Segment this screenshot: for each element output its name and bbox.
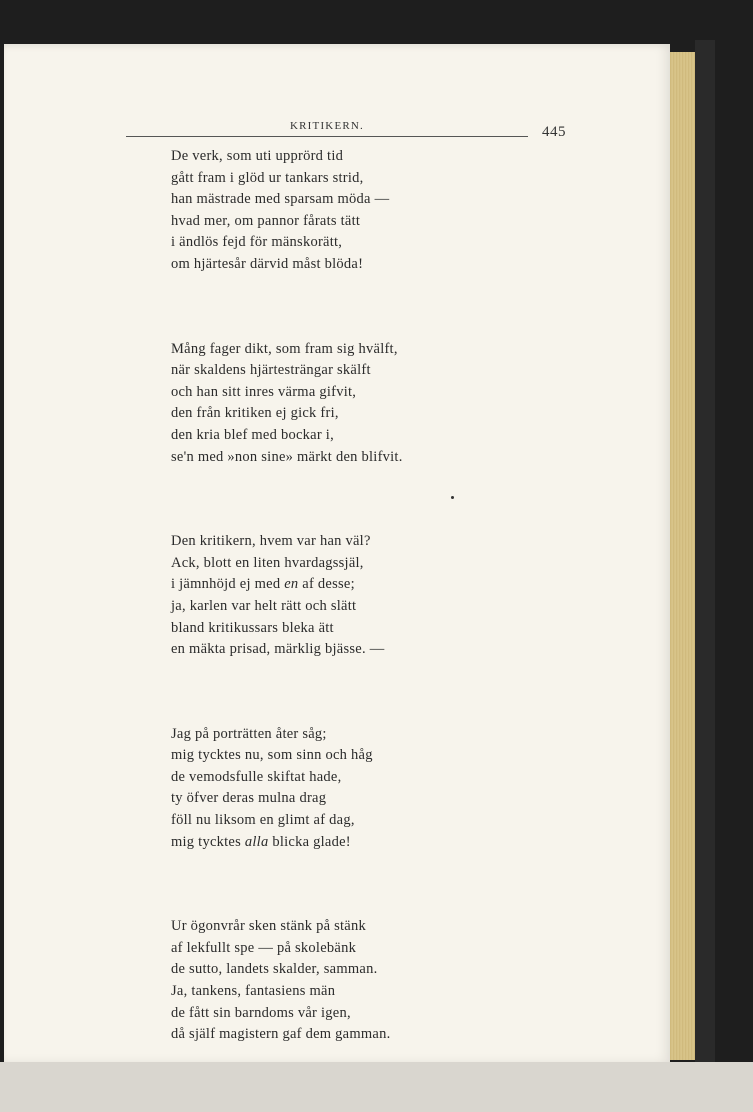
poem-line: och han sitt inres värma gifvit,	[171, 383, 357, 400]
poem-line: gått fram i glöd ur tankars strid,	[171, 169, 364, 186]
poem-line: de vemodsfulle skiftat hade,	[171, 768, 342, 785]
poem-line: den från kritiken ej gick fri,	[171, 405, 339, 422]
page-header	[126, 108, 566, 138]
poem-line	[171, 574, 471, 596]
running-head: KRITIKERN.	[289, 120, 365, 132]
print-speck	[451, 496, 454, 499]
poem-line: mig tycktes nu, som sinn och håg	[171, 747, 373, 764]
poem-line: af lekfullt spe — på skolebänk	[171, 939, 357, 956]
poem-line: i ändlös fejd för mänskorätt,	[171, 234, 343, 251]
poem-line: när skaldens hjärtesträngar skälft	[171, 362, 371, 379]
poem-line: de sutto, landets skalder, samman.	[171, 961, 378, 978]
poem-line: han mästrade med sparsam möda —	[171, 191, 390, 208]
poem-line: då själf magistern gaf dem gamman.	[171, 1026, 391, 1043]
poem-line: Mång fager dikt, som fram sig hvälft,	[171, 340, 398, 357]
line-text: mig tycktes	[171, 833, 245, 850]
line-text: blicka glade!	[268, 833, 351, 850]
line-text: af desse;	[298, 576, 355, 593]
page-number: 445	[542, 124, 566, 140]
poem-line: Ur ögonvrår sken stänk på stänk	[171, 918, 366, 935]
poem-line: bland kritikussars bleka ätt	[171, 619, 334, 636]
poem-line: Den kritikern, hvem var han väl?	[171, 533, 371, 550]
poem-line	[171, 832, 471, 854]
poem-line: Ack, blott en liten hvardagssjäl,	[171, 554, 364, 571]
poem-line: ty öfver deras mulna drag	[171, 790, 327, 807]
header-rule	[126, 136, 528, 137]
poem-line: om hjärtesår därvid måst blöda!	[171, 255, 364, 272]
poem-line: Ja, tankens, fantasiens män	[171, 983, 336, 1000]
emphasized-word: en	[284, 576, 299, 593]
stanza	[171, 339, 471, 469]
poem-line: hvad mer, om pannor fårats tätt	[171, 212, 361, 229]
poem-line: se'n med »non sine» märkt den blifvit.	[171, 448, 403, 465]
book-cover-edge	[695, 40, 715, 1068]
page-edges	[667, 52, 695, 1060]
poem-line: en mäkta prisad, märklig bjässe. —	[171, 641, 385, 658]
scan-background	[0, 1062, 753, 1112]
line-text: i jämnhöjd ej med	[171, 576, 285, 593]
poem-line: de fått sin barndoms vår igen,	[171, 1004, 351, 1021]
poem-line: ja, karlen var helt rätt och slätt	[171, 597, 357, 614]
stanza	[171, 531, 471, 661]
poem	[171, 146, 471, 1046]
poem-line: föll nu liksom en glimt af dag,	[171, 812, 355, 829]
stanza	[171, 916, 471, 1046]
stanza	[171, 724, 471, 854]
stanza	[171, 146, 471, 276]
emphasized-word: alla	[244, 833, 269, 850]
poem-line: Jag på porträtten åter såg;	[171, 725, 327, 742]
poem-line: De verk, som uti upprörd tid	[171, 148, 344, 164]
poem-line: den kria blef med bockar i,	[171, 426, 334, 443]
